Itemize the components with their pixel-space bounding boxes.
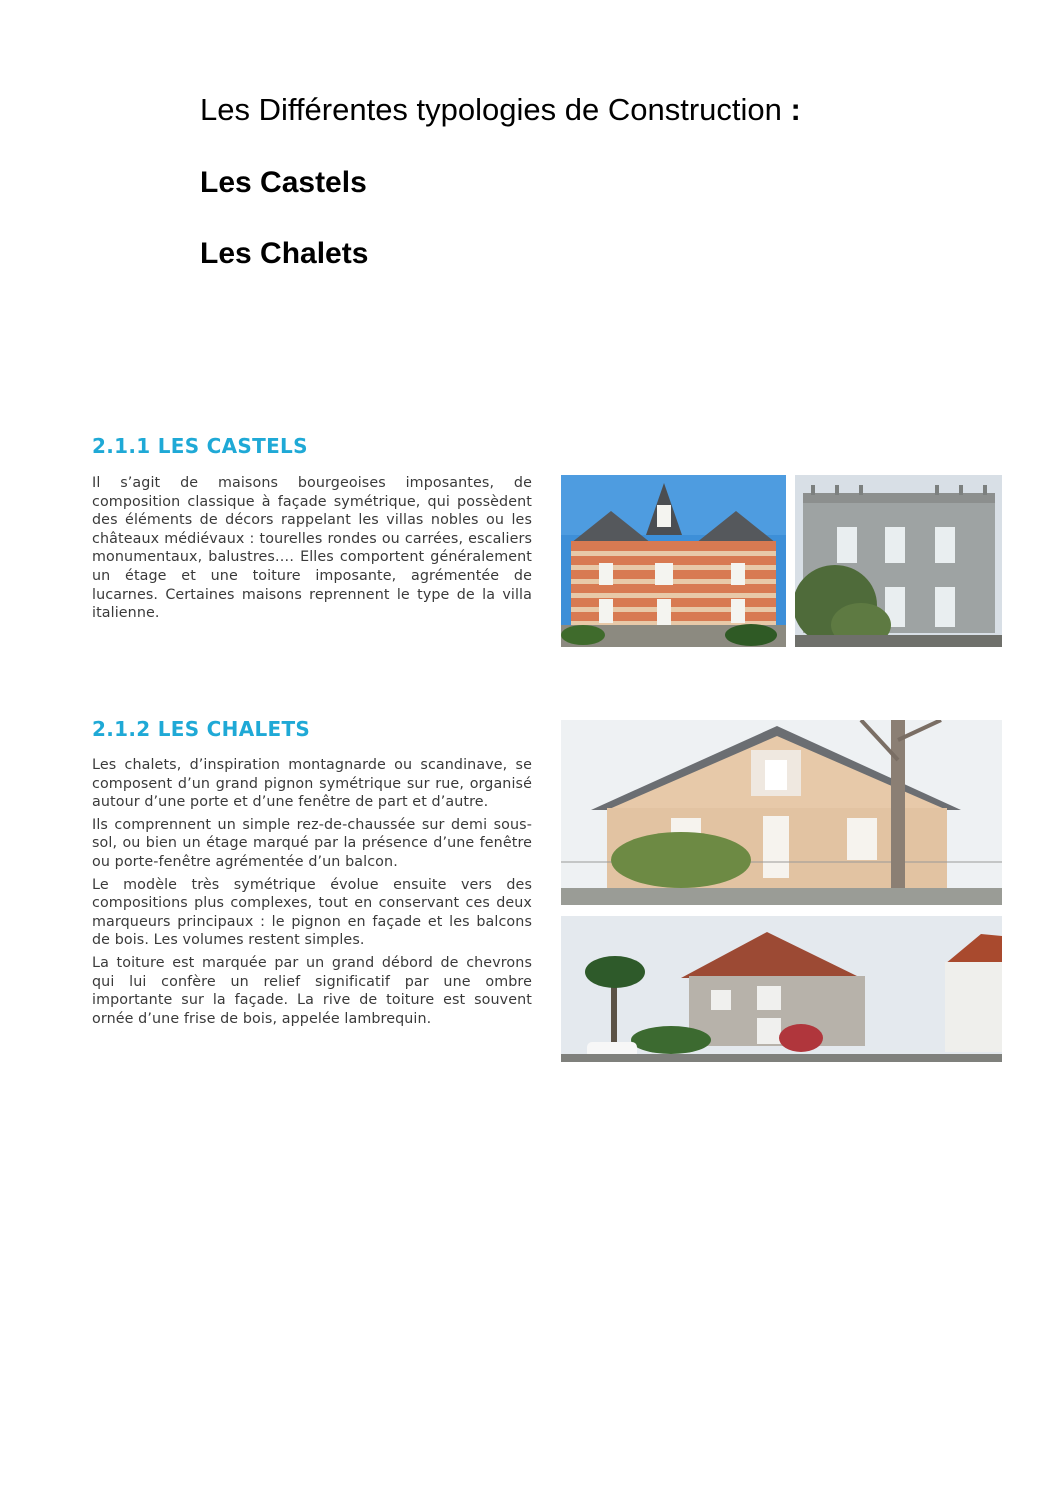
castels-paragraph: Il s’agit de maisons bourgeoises imposantes, de composition classique à façade symétrique, qui possèdent des éléments de décors rappelant les villas nobles ou les châteaux médiévaux : tourelles rondes ou carrées, escaliers monumentaux, balustres…. Elles comportent généralement un étage et une toiture imposante, agrémentée de lucarnes. Certaines maisons reprennent le type de la villa italienne. [92,475,532,622]
chalet-photo-gable-house [561,720,1002,905]
chalets-paragraph-3: Le modèle très symétrique évolue ensuite vers des compositions plus complexes, tout en conservant ces deux marqueurs principaux : le pignon en façade et les balcons de bois. Les volumes restent simples. [92,876,532,949]
chalets-text [92,756,532,1032]
chalets-paragraph-1: Les chalets, d’inspiration montagnarde ou scandinave, se composent d’un grand pignon symétrique sur rue, organisé autour d’une porte et d’une fenêtre de part et d’autre. [92,757,532,811]
typology-chalets: Les Chalets [200,237,369,270]
chalets-paragraph-4: La toiture est marquée par un grand débord de chevrons qui lui confère un relief significatif par une ombre importante sur la façade. La rive de toiture est souvent ornée d’une frise de bois, appelée lambrequin. [92,954,532,1027]
castel-photo-italian-villa [795,475,1002,647]
castels-heading: 2.1.1 LES CASTELS [92,434,308,458]
castel-photo-brick-house [561,475,786,647]
page-title: Les Différentes typologies de Construction : [200,92,801,127]
chalet-photo-street-houses [561,916,1002,1062]
chalets-heading: 2.1.2 LES CHALETS [92,717,311,741]
typology-castels: Les Castels [200,166,367,199]
chalets-paragraph-2: Ils comprennent un simple rez-de-chaussée sur demi sous-sol, ou bien un étage marqué par la présence d’une fenêtre ou porte-fenêtre agrémentée d’un balcon. [92,816,532,870]
